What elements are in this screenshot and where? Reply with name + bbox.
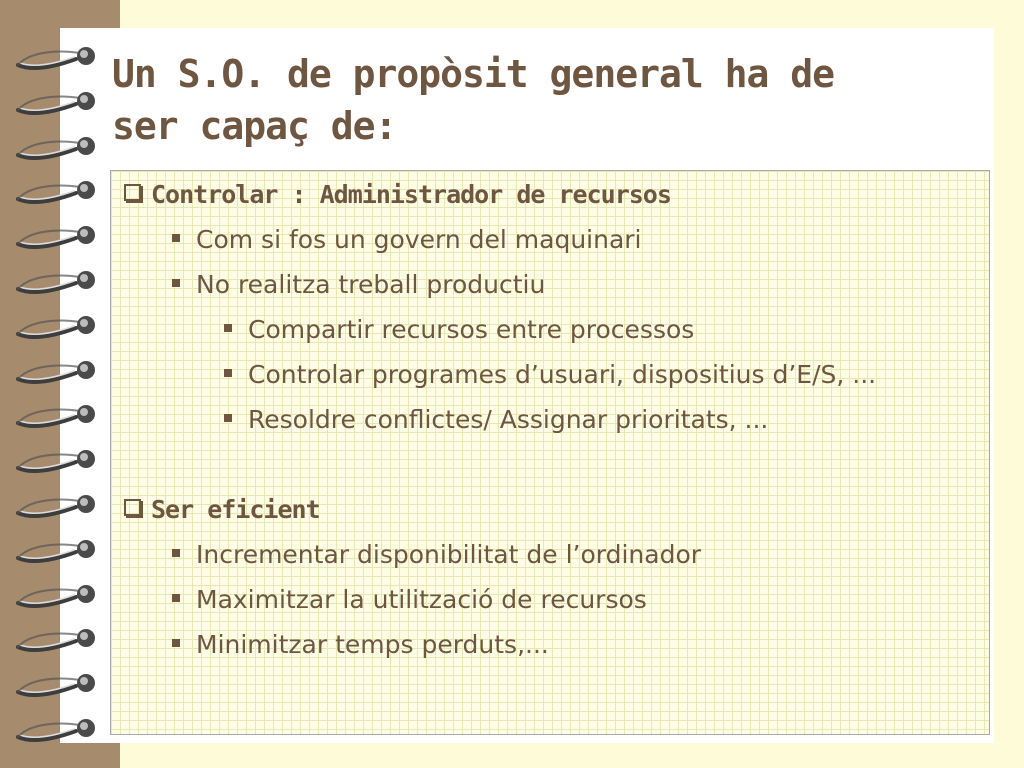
bullet-text: Minimitzar temps perduts,... (196, 630, 549, 659)
bullet-item (172, 630, 549, 660)
slide-title (112, 48, 972, 152)
square-bullet-icon (172, 594, 180, 602)
spiral-ring-icon (14, 45, 104, 71)
slide-title-line-1: Un S.O. de propòsit general ha de (112, 52, 834, 96)
spiral-ring-icon (14, 269, 104, 295)
bullet-text: Ser eficient (151, 495, 320, 524)
bullet-text: No realitza treball productiu (196, 270, 546, 299)
square-bullet-icon (172, 549, 180, 557)
bullet-text: Compartir recursos entre processos (248, 315, 695, 344)
bullet-item (124, 495, 320, 525)
square-bullet-icon (224, 369, 232, 377)
square-bullet-icon (172, 234, 180, 242)
spiral-ring-icon (14, 403, 104, 429)
spiral-ring-icon (14, 493, 104, 519)
spiral-ring-icon (14, 583, 104, 609)
spiral-ring-icon (14, 224, 104, 250)
hollow-box-icon (124, 499, 141, 516)
spiral-ring-icon (14, 538, 104, 564)
bullet-item (224, 360, 876, 390)
bullet-text: Controlar programes d’usuari, dispositius d’E/S, ... (248, 360, 877, 389)
bullet-item (172, 225, 642, 255)
bullet-text: Controlar : Administrador de recursos (151, 180, 671, 209)
bullet-item (172, 540, 701, 570)
bullet-item (172, 585, 647, 615)
bullet-item (172, 270, 545, 300)
hollow-box-icon (124, 184, 141, 201)
square-bullet-icon (172, 279, 180, 287)
spiral-ring-icon (14, 314, 104, 340)
bullet-text: Maximitzar la utilització de recursos (196, 585, 647, 614)
spiral-ring-icon (14, 717, 104, 743)
bullet-item (224, 315, 694, 345)
spiral-ring-icon (14, 135, 104, 161)
spiral-ring-icon (14, 672, 104, 698)
spiral-ring-icon (14, 448, 104, 474)
bullet-text: Incrementar disponibilitat de l’ordinador (196, 540, 702, 569)
square-bullet-icon (172, 639, 180, 647)
square-bullet-icon (224, 324, 232, 332)
bullet-item (224, 405, 768, 435)
slide-title-line-2: ser capaç de: (112, 104, 397, 148)
square-bullet-icon (224, 414, 232, 422)
bullet-item (124, 180, 671, 210)
bullet-text: Resoldre conflictes/ Assignar prioritats, ... (248, 405, 769, 434)
spiral-ring-icon (14, 359, 104, 385)
spiral-ring-icon (14, 90, 104, 116)
bullet-text: Com si fos un govern del maquinari (196, 225, 642, 254)
spiral-ring-icon (14, 179, 104, 205)
spiral-ring-icon (14, 627, 104, 653)
